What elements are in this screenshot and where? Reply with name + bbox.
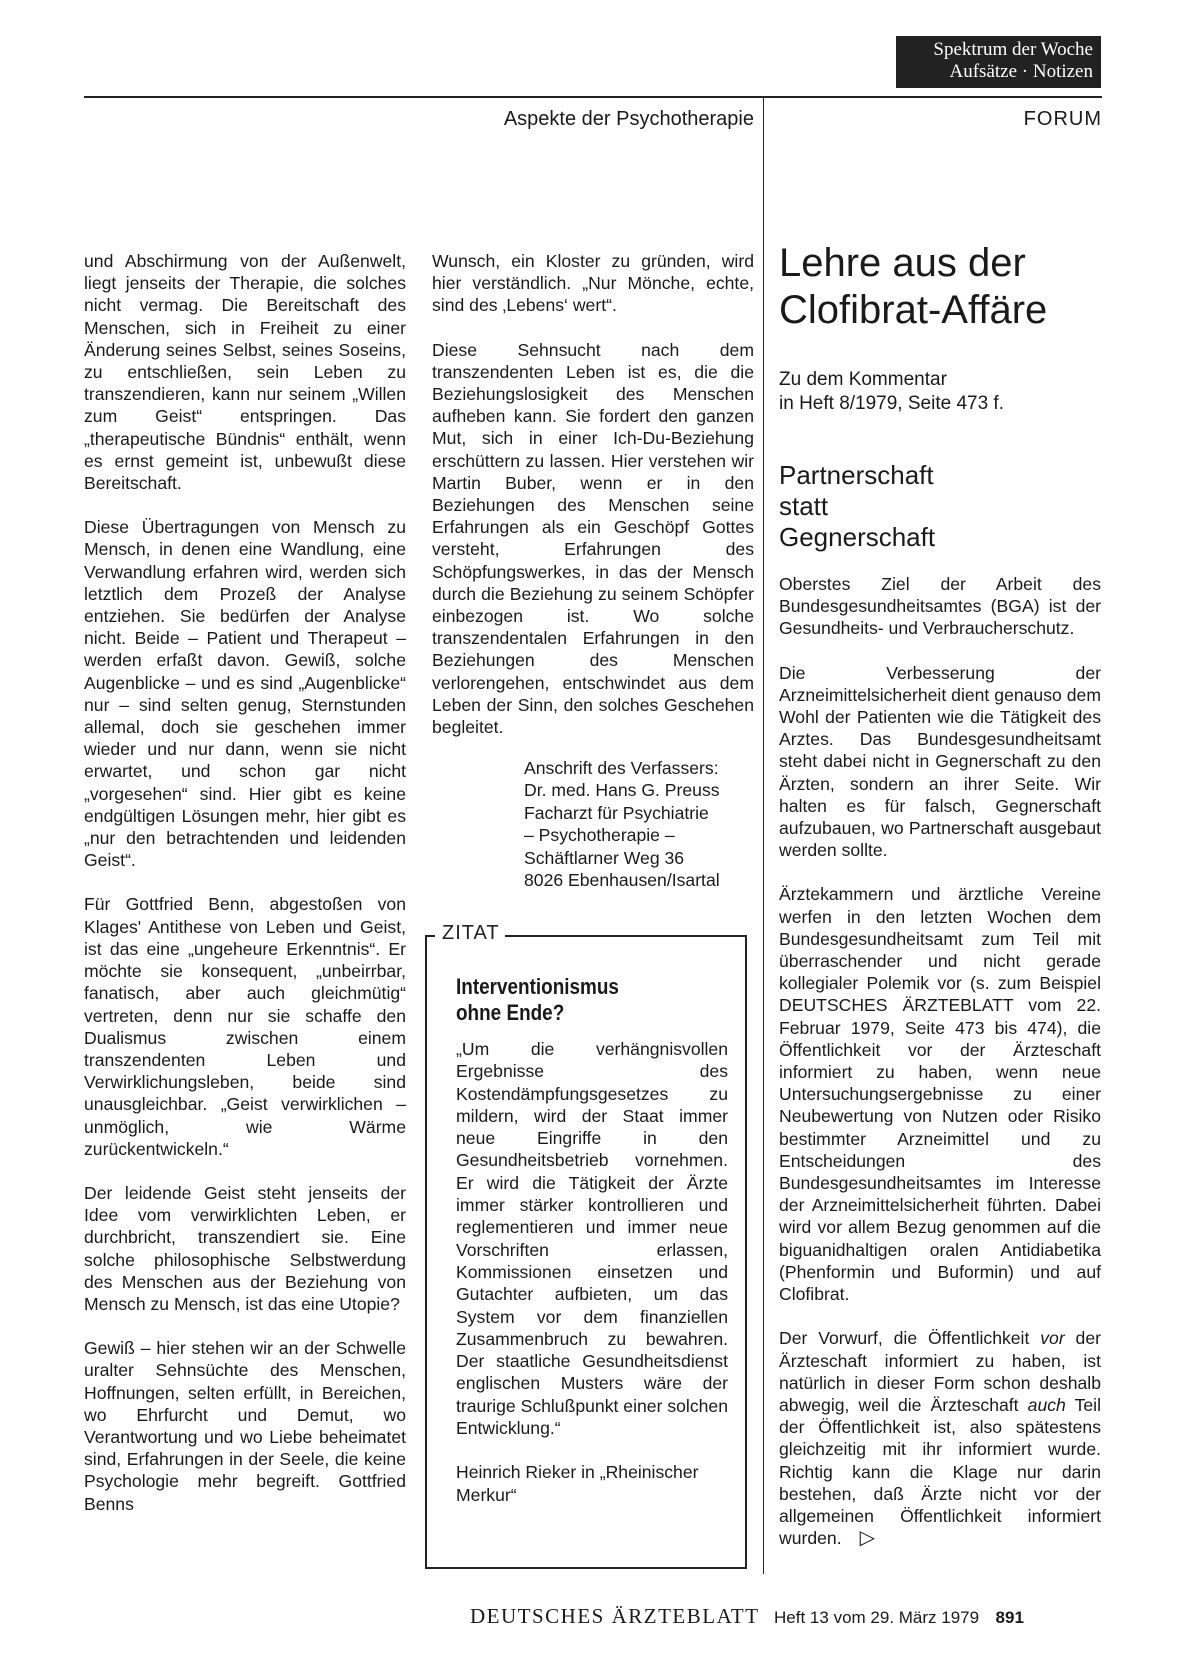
- headline-line: Lehre aus der: [779, 241, 1026, 285]
- subheadline-line: Partnerschaft: [779, 460, 934, 490]
- paragraph: Für Gottfried Benn, abgestoßen von Klages' Antithese von Leben und Geist, ist das eine „ungeheure Erkenntnis“. Er möchte sie konsequent, „unbeirrbar, fanatisch, aber auch gleichmütig“ vertreten, denn nur sie schaffe den Dualismus zwischen einem transzendenten Leben und Verwirklichungsleben, beide sind unausgleichbar. „Geist verwirklichen – unmöglich, wie Wärme zurückentwickeln.“: [84, 894, 406, 1159]
- text-run: Teil der Öffentlichkeit ist, also spätestens gleichzeitig mit ihr informiert wurde. Richtig kann die Klage nur darin bestehen, daß Ärzte nicht vor der allgemeinen Öffentlichkeit informiert wurden.: [779, 1394, 1101, 1549]
- headline-line: Clofibrat-Affäre: [779, 288, 1048, 332]
- quote-body: [456, 1038, 728, 1528]
- paragraph: Diese Sehnsucht nach dem transzendenten Leben ist es, die die Beziehungslosigkeit des Menschen aufheben kann. Sie fordert den ganzen Mut, sich in einer Ich-Du-Beziehung erschüttern zu lassen. Hier verstehen wir Martin Buber, wenn er in den Beziehungen des Menschen seine Erfahrungen als ein Geschöpf Gottes versteht, Erfahrungen des Schöpfungswerkes, in das der Mensch durch die Beziehung zu seinem Schöpfer einbezogen ist. Wo solche transzendentalen Erfahrungen in den Beziehungen des Menschen verlorengehen, entschwindet aus dem Leben der Sinn, den solches Geschehen begleitet.: [432, 339, 754, 738]
- address-line: Schäftlarner Weg 36: [524, 847, 685, 868]
- continue-arrow-icon: ▷: [859, 1527, 875, 1550]
- author-address: [524, 757, 764, 891]
- quote-box-corner: [425, 935, 435, 937]
- section-tag-line1: Spektrum der Woche: [933, 39, 1093, 60]
- top-rule: [84, 96, 1102, 98]
- paragraph: und Abschirmung von der Außenwelt, liegt jenseits der Therapie, die solches nicht vermag. Die Bereitschaft des Menschen, sich in Freiheit zu einer Änderung seines Selbst, seines Soseins, zu entschließen, sein Leben zu transzendieren, kann nur seinem „Willen zum Geist“ entspringen. Das „therapeutische Bündnis“ enthält, wenn es ernst gemeint ist, unbewußt diese Bereitschaft.: [84, 251, 406, 494]
- quote-title: [456, 974, 697, 1026]
- paragraph: Ärztekammern und ärztliche Vereine werfen in den letzten Wochen dem Bundesgesundheitsamt zum Teil mit überraschender und nicht gerade kollegialer Polemik vor (s. zum Beispiel DEUTSCHES ÄRZTEBLATT vom 22. Februar 1979, Seite 473 bis 474), die Öffentlichkeit vor der Ärzteschaft informiert zu haben, wenn neue Untersuchungsergebnisse zu einer Neubewertung von Nutzen oder Risiko bestimmter Arzneimittel und zu Entscheidungen des Bundesgesundheitsamtes im Interesse der Arzneimittelsicherheit führten. Dabei wird vor allem Bezug genommen auf die biguanidhaltigen oralen Antidiabetika (Phenformin und Buformin) und auf Clofibrat.: [779, 884, 1101, 1305]
- reference-line: Zu dem Kommentar: [779, 369, 947, 390]
- subheadline-line: Gegnerschaft: [779, 522, 936, 552]
- quote-box-top-rule: [505, 935, 747, 937]
- address-line: Dr. med. Hans G. Preuss: [524, 780, 720, 801]
- issue-info: Heft 13 vom 29. März 1979: [774, 1608, 980, 1627]
- paragraph: Diese Übertragungen von Mensch zu Mensch, in denen eine Wandlung, eine Verwandlung erfahren wird, werden sich letztlich dem Prozeß der Analyse entziehen. Sie bedürfen der Analyse nicht. Beide – Patient und Therapeut – werden erfaßt davon. Gewiß, solche Augenblicke – und es sind „Augenblicke“ nur – sind selten genug, Sternstunden allemal, doch sie geschehen immer wieder und nur dann, wenn sie nicht erwartet, und schon gar nicht „vorgesehen“ sind. Hier gibt es keine endgültigen Lösungen mehr, hier gibt es „nur den betrachtenden und leidenden Geist“.: [84, 517, 406, 871]
- quote-title-line: ohne Ende?: [456, 1000, 565, 1025]
- journal-name: DEUTSCHES ÄRZTEBLATT: [470, 1604, 760, 1628]
- emphasis: vor: [1040, 1328, 1065, 1349]
- section-title-forum: FORUM: [1023, 108, 1102, 130]
- subheadline-line: statt: [779, 491, 829, 521]
- paragraph: Wunsch, ein Kloster zu gründen, wird hier verständlich. „Nur Mönche, echte, sind des ‚Lebens‘ wert“.: [432, 251, 754, 316]
- address-line: Anschrift des Verfassers:: [524, 758, 719, 778]
- paragraph: Oberstes Ziel der Arbeit des Bundesgesundheitsamtes (BGA) ist der Gesundheits- und Verbraucherschutz.: [779, 574, 1101, 639]
- section-tag: [896, 36, 1101, 88]
- forum-headline: [779, 240, 1047, 334]
- page-number: 891: [995, 1608, 1024, 1627]
- article-column-1: [84, 250, 406, 1537]
- paragraph: [779, 1327, 1101, 1549]
- quote-text: „Um die verhängnisvollen Ergebnisse des Kostendämpfungsgesetzes zu mildern, wird der Staat immer neue Eingriffe in den Gesundheitsbetrieb vornehmen. Er wird die Tätigkeit der Ärzte immer stärker kontrollieren und reglementieren und immer neue Vorschriften erlassen, Kommissionen einsetzen und Gutachter aufbieten, um das System vor dem finanziellen Zusammenbruch zu bewahren. Der staatliche Gesundheitsdienst englischen Musters wäre der traurige Schlußpunkt einer solchen Entwicklung.“: [456, 1039, 728, 1439]
- address-line: – Psychotherapie –: [524, 825, 675, 846]
- forum-body: [779, 573, 1101, 1571]
- paragraph: Der leidende Geist steht jenseits der Idee vom verwirklichten Leben, er durchbricht, transzendiert sie. Eine solche philosophische Selbstwerdung des Menschen aus der Beziehung von Mensch zu Mensch, ist das eine Utopie?: [84, 1182, 406, 1314]
- quote-title-line: Interventionismus: [456, 974, 619, 999]
- forum-subheadline: [779, 460, 935, 553]
- address-line: 8026 Ebenhausen/Isartal: [524, 870, 720, 891]
- text-run: der Ärzteschaft informiert zu haben, ist natürlich in dieser Form schon deshalb abwegig, weil die Ärzteschaft: [779, 1328, 1101, 1415]
- article-column-2: [432, 250, 754, 760]
- quote-box-label: ZITAT: [442, 922, 500, 944]
- reference-line: in Heft 8/1979, Seite 473 f.: [779, 393, 1004, 414]
- paragraph: Die Verbesserung der Arzneimittelsicherheit dient genauso dem Wohl der Patienten wie die Tätigkeit des Arztes. Das Bundesgesundheitsamt steht dabei nicht in Gegnerschaft zu den Ärzten, sondern an ihrer Seite. Wir halten es für falsch, Gegnerschaft aufzubauen, wo Partnerschaft ausgebaut werden sollte.: [779, 662, 1101, 861]
- emphasis: auch: [1027, 1394, 1066, 1415]
- section-tag-line2: Aufsätze · Notizen: [949, 61, 1093, 82]
- paragraph: Gewiß – hier stehen wir an der Schwelle uralter Sehnsüchte des Menschen, Hoffnungen, selten erfüllt, in Bereichen, wo Ehrfurcht und Demut, wo Verantwortung und wo Liebe beheimatet sind, Erfahrungen in der Seele, die keine Psychologie mehr begreift. Gottfried Benns: [84, 1338, 406, 1514]
- quote-source: Heinrich Rieker in „Rheinischer Merkur“: [456, 1462, 699, 1505]
- text-run: Der Vorwurf, die Öffentlichkeit: [779, 1328, 1041, 1349]
- address-line: Facharzt für Psychiatrie: [524, 802, 709, 823]
- section-title-psychotherapy: Aspekte der Psychotherapie: [503, 108, 754, 130]
- forum-reference: [779, 368, 1004, 416]
- page-footer: [470, 1604, 1024, 1629]
